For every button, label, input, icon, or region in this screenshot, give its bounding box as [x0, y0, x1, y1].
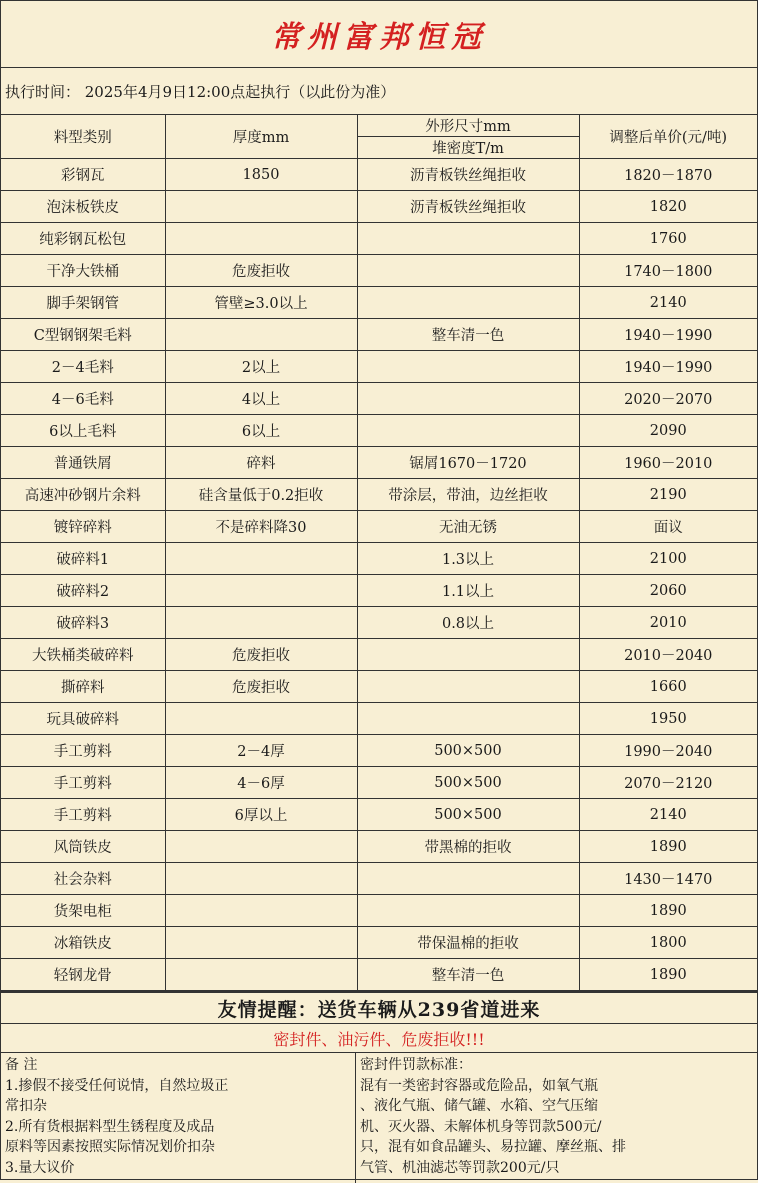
cell-name: 风筒铁皮 — [1, 831, 165, 863]
cell-price: 1740－1800 — [579, 255, 757, 287]
table-row — [1, 255, 757, 287]
cell-price: 1890 — [579, 895, 757, 927]
cell-thickness: 2－4厚 — [165, 735, 357, 767]
cell-name: 手工剪料 — [1, 799, 165, 831]
note-line: 密封件罚款标准： — [360, 1057, 472, 1073]
cell-name: 手工剪料 — [1, 735, 165, 767]
cell-name: 脚手架钢管 — [1, 287, 165, 319]
table-row — [1, 575, 757, 607]
cell-thickness — [165, 895, 357, 927]
penalty-column — [356, 1053, 757, 1183]
table-row — [1, 703, 757, 735]
cell-thickness — [165, 927, 357, 959]
cell-thickness — [165, 863, 357, 895]
cell-price: 1940－1990 — [579, 351, 757, 383]
cell-name: 破碎料3 — [1, 607, 165, 639]
header-material: 料型类别 — [1, 115, 165, 159]
cell-thickness: 6以上 — [165, 415, 357, 447]
cell-thickness: 4－6厚 — [165, 767, 357, 799]
cell-size — [357, 703, 579, 735]
cell-size — [357, 223, 579, 255]
table-row — [1, 831, 757, 863]
cell-size — [357, 383, 579, 415]
note-line: 备 注 — [5, 1057, 38, 1073]
table-row — [1, 607, 757, 639]
cell-thickness — [165, 543, 357, 575]
table-row — [1, 383, 757, 415]
cell-price: 2070－2120 — [579, 767, 757, 799]
remarks-column — [1, 1053, 356, 1183]
note-line: 气管、机油滤芯等罚款200元/只 — [360, 1159, 560, 1176]
company-title: 常州富邦恒冠 — [1, 1, 757, 68]
table-row — [1, 895, 757, 927]
table-row — [1, 863, 757, 895]
table-row — [1, 415, 757, 447]
cell-name: 干净大铁桶 — [1, 255, 165, 287]
table-row — [1, 959, 757, 991]
cell-price: 1800 — [579, 927, 757, 959]
table-row — [1, 287, 757, 319]
cell-size — [357, 255, 579, 287]
table-row — [1, 511, 757, 543]
cell-price: 2190 — [579, 479, 757, 511]
cell-thickness: 2以上 — [165, 351, 357, 383]
cell-price: 2140 — [579, 287, 757, 319]
note-line: 原料等因素按照实际情况划价扣杂 — [5, 1139, 215, 1155]
note-line: 只，混有如食品罐头、易拉罐、摩丝瓶、排 — [360, 1139, 626, 1155]
cell-size — [357, 895, 579, 927]
cell-price: 2140 — [579, 799, 757, 831]
cell-size — [357, 863, 579, 895]
cell-name: 冰箱铁皮 — [1, 927, 165, 959]
header-size-top: 外形尺寸mm — [357, 115, 579, 137]
cell-size: 无油无锈 — [357, 511, 579, 543]
cell-size: 500×500 — [357, 735, 579, 767]
cell-size: 锯屑1670－1720 — [357, 447, 579, 479]
table-row — [1, 159, 757, 191]
cell-size: 带涂层，带油，边丝拒收 — [357, 479, 579, 511]
table-row — [1, 223, 757, 255]
table-row — [1, 319, 757, 351]
table-row — [1, 191, 757, 223]
cell-size: 0.8以上 — [357, 607, 579, 639]
table-row — [1, 479, 757, 511]
cell-name: C型钢钢架毛料 — [1, 319, 165, 351]
price-table — [1, 115, 757, 991]
cell-name: 社会杂料 — [1, 863, 165, 895]
cell-price: 2060 — [579, 575, 757, 607]
cell-thickness: 4以上 — [165, 383, 357, 415]
table-row — [1, 799, 757, 831]
cell-name: 泡沫板铁皮 — [1, 191, 165, 223]
table-row — [1, 767, 757, 799]
cell-name: 货架电柜 — [1, 895, 165, 927]
execution-time: 执行时间： 2025年4月9日12:00点起执行（以此份为准） — [1, 68, 757, 115]
cell-price: 1950 — [579, 703, 757, 735]
cell-price: 1890 — [579, 831, 757, 863]
cell-price: 2010 — [579, 607, 757, 639]
note-line: 常扣杂 — [5, 1098, 47, 1114]
cell-price: 1430－1470 — [579, 863, 757, 895]
cell-price: 2020－2070 — [579, 383, 757, 415]
cell-size: 整车清一色 — [357, 319, 579, 351]
note-line: 1.掺假不接受任何说情，自然垃圾正 — [5, 1077, 229, 1094]
cell-name: 撕碎料 — [1, 671, 165, 703]
cell-thickness: 危废拒收 — [165, 639, 357, 671]
cell-name: 镀锌碎料 — [1, 511, 165, 543]
cell-thickness — [165, 703, 357, 735]
cell-size: 沥青板铁丝绳拒收 — [357, 159, 579, 191]
cell-size: 带黑棉的拒收 — [357, 831, 579, 863]
cell-name: 2－4毛料 — [1, 351, 165, 383]
cell-thickness — [165, 319, 357, 351]
rejection-warning: 密封件、油污件、危废拒收!!! — [1, 1024, 757, 1053]
cell-price: 1990－2040 — [579, 735, 757, 767]
table-row — [1, 927, 757, 959]
cell-name: 轻钢龙骨 — [1, 959, 165, 991]
cell-size: 500×500 — [357, 767, 579, 799]
cell-size: 沥青板铁丝绳拒收 — [357, 191, 579, 223]
cell-thickness: 不是碎料降30 — [165, 511, 357, 543]
cell-thickness — [165, 575, 357, 607]
note-line: 混有一类密封容器或危险品，如氧气瓶 — [360, 1077, 598, 1094]
cell-name: 普通铁屑 — [1, 447, 165, 479]
table-row — [1, 639, 757, 671]
note-line: 3.量大议价 — [5, 1159, 75, 1176]
cell-size: 整车清一色 — [357, 959, 579, 991]
cell-name: 彩钢瓦 — [1, 159, 165, 191]
cell-price: 1760 — [579, 223, 757, 255]
cell-thickness — [165, 223, 357, 255]
cell-thickness — [165, 607, 357, 639]
cell-size — [357, 415, 579, 447]
cell-name: 大铁桶类破碎料 — [1, 639, 165, 671]
cell-thickness: 6厚以上 — [165, 799, 357, 831]
cell-thickness: 危废拒收 — [165, 255, 357, 287]
cell-price: 1820－1870 — [579, 159, 757, 191]
cell-name: 4－6毛料 — [1, 383, 165, 415]
cell-thickness — [165, 191, 357, 223]
cell-thickness: 硅含量低于0.2拒收 — [165, 479, 357, 511]
cell-size — [357, 351, 579, 383]
cell-price: 1820 — [579, 191, 757, 223]
note-line: 、液化气瓶、储气罐、水箱、空气压缩 — [360, 1098, 598, 1114]
header-size-bottom: 堆密度T/m — [357, 137, 579, 159]
cell-thickness: 危废拒收 — [165, 671, 357, 703]
cell-thickness — [165, 831, 357, 863]
cell-price: 1660 — [579, 671, 757, 703]
cell-size — [357, 671, 579, 703]
cell-thickness — [165, 959, 357, 991]
table-row — [1, 543, 757, 575]
cell-thickness: 1850 — [165, 159, 357, 191]
cell-price: 1960－2010 — [579, 447, 757, 479]
cell-size: 带保温棉的拒收 — [357, 927, 579, 959]
table-row — [1, 671, 757, 703]
cell-size: 1.3以上 — [357, 543, 579, 575]
cell-name: 高速冲砂钢片余料 — [1, 479, 165, 511]
cell-price: 2090 — [579, 415, 757, 447]
header-price: 调整后单价(元/吨) — [579, 115, 757, 159]
cell-name: 纯彩钢瓦松包 — [1, 223, 165, 255]
cell-thickness: 碎料 — [165, 447, 357, 479]
note-line: 2.所有货根据料型生锈程度及成品 — [5, 1118, 215, 1135]
table-row — [1, 447, 757, 479]
header-thickness: 厚度mm — [165, 115, 357, 159]
table-row — [1, 351, 757, 383]
cell-price: 2010－2040 — [579, 639, 757, 671]
cell-price: 1940－1990 — [579, 319, 757, 351]
cell-size: 1.1以上 — [357, 575, 579, 607]
cell-name: 6以上毛料 — [1, 415, 165, 447]
cell-size — [357, 287, 579, 319]
note-line: 机、灭火器、未解体机身等罚款500元/ — [360, 1118, 602, 1135]
cell-price: 面议 — [579, 511, 757, 543]
cell-size: 500×500 — [357, 799, 579, 831]
delivery-reminder: 友情提醒：送货车辆从239省道进来 — [1, 991, 757, 1024]
cell-price: 1890 — [579, 959, 757, 991]
header-row — [1, 115, 757, 137]
cell-price: 2100 — [579, 543, 757, 575]
cell-thickness: 管壁≥3.0以上 — [165, 287, 357, 319]
cell-name: 破碎料1 — [1, 543, 165, 575]
cell-name: 破碎料2 — [1, 575, 165, 607]
cell-name: 玩具破碎料 — [1, 703, 165, 735]
cell-size — [357, 639, 579, 671]
table-row — [1, 735, 757, 767]
notes-section — [1, 1053, 757, 1183]
cell-name: 手工剪料 — [1, 767, 165, 799]
